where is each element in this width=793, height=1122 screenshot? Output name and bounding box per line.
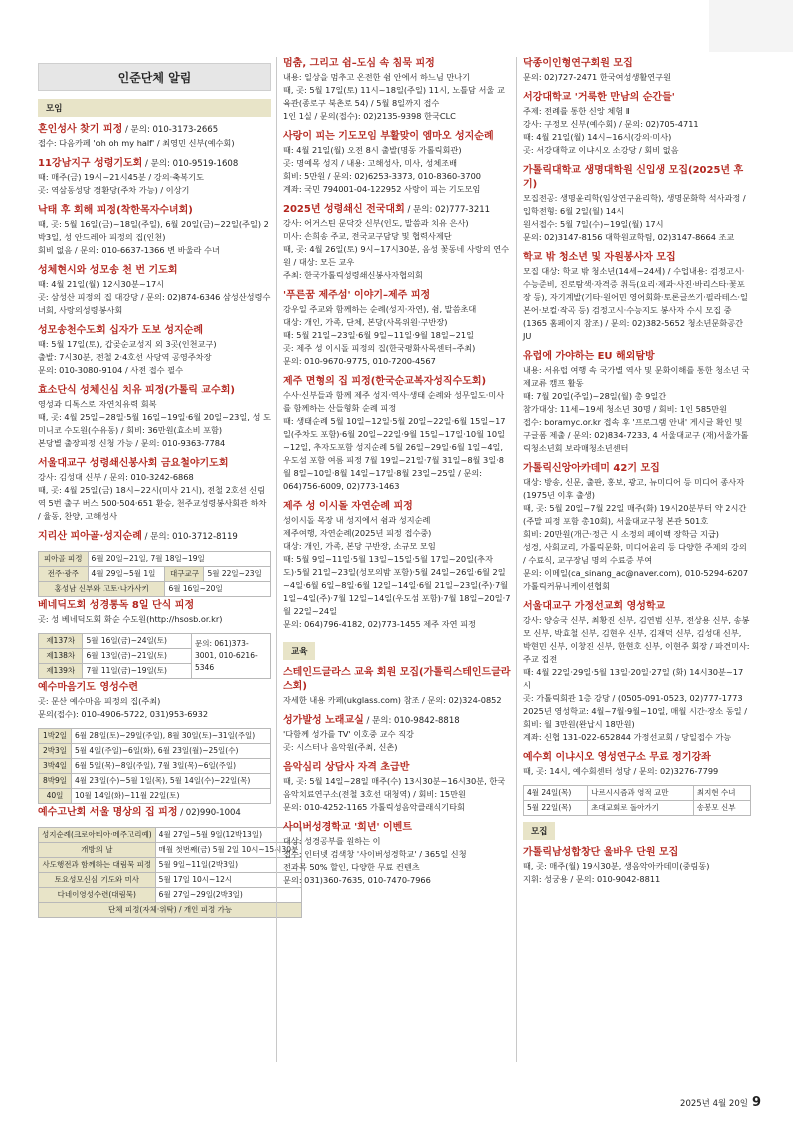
notice-line: 강우일 주교와 함께하는 순례(성지·자연), 쉼, 말씀초대 bbox=[283, 304, 477, 314]
notice-line: 때, 곳: 5월 17일(토) 11시~18일(주일) 11시, 노틀담 서울 교육관(종로구 북촌로 54) / 5월 8일까지 접수 bbox=[283, 85, 505, 108]
notice-line: 문의: 010-3080-9104 / 사전 접수 필수 bbox=[38, 365, 184, 375]
section-label-recruit: 모집 bbox=[523, 822, 555, 840]
notice-line: 때: 4월 21일(월) 14시~16시(강의·미사) bbox=[523, 132, 672, 142]
notice-title bbox=[523, 600, 751, 614]
table-cell: 나르시시즘과 영적 교만 bbox=[588, 786, 694, 801]
notice-line: 성이시돌 목장 내 성지에서 쉼과 성지순례 bbox=[283, 515, 431, 525]
notice-line: 때: 4월 22일·29일·5월 13일·20일·27일 (화) 14시30분~17시 bbox=[523, 667, 744, 690]
notice-title bbox=[283, 761, 511, 775]
table-cell: 피아골 피정 bbox=[39, 552, 89, 567]
notice-entry bbox=[38, 681, 271, 721]
notice-line: 문의: 이메일(ca_sinang_ac@naver.com), 010-5294-6207 가톨릭커뮤니케이션협회 bbox=[523, 568, 749, 591]
table-cell: 4월 29일~5월 1일 bbox=[88, 567, 165, 582]
table-cell: 6월 20일~21일, 7월 18일~19일 bbox=[88, 552, 271, 567]
table-cell: 초대교회로 돌아가기 bbox=[588, 801, 694, 816]
notice-line: 강사: 어거스틴 문닥갓 신부(인도, 말씀과 치유 은사) bbox=[283, 218, 469, 228]
notice-entry bbox=[523, 846, 751, 886]
notice-entry bbox=[38, 457, 271, 523]
notice-entry bbox=[283, 821, 511, 887]
table-cell: 제138차 bbox=[39, 649, 83, 664]
table-gonan bbox=[38, 827, 302, 918]
notice-line: 문의: 010-4252-1165 가톨릭성음악클래식기타회 bbox=[283, 802, 465, 812]
table-cell: 다네이영성수련(대림묵) bbox=[39, 888, 156, 903]
notice-line: 회비: 20만원(개근·정근 시 소정의 페이백 장학금 지급) bbox=[523, 529, 719, 539]
notice-title bbox=[38, 157, 271, 171]
notice-title-text: 혼인성사 찾기 피정 bbox=[38, 124, 123, 135]
notice-line: 주제: 전례를 통한 신앙 체험 Ⅱ bbox=[523, 106, 630, 116]
table-cell: 5월 4일(주일)~6일(화), 6월 23일(월)~25일(수) bbox=[72, 744, 271, 759]
notice-title bbox=[523, 846, 751, 860]
notice-title-tail: / 문의: 010-9519-1608 bbox=[142, 159, 239, 169]
notice-title-text: 사이버성경학교 '희년' 이벤트 bbox=[283, 822, 413, 833]
notice-title-text: 2025년 성령쇄신 전국대회 bbox=[283, 204, 405, 215]
notice-line: 때, 곳: 14시, 예수회센터 성당 / 문의: 02)3276-7799 bbox=[523, 766, 719, 776]
table-cell: 6월 13일(금)~21일(토) bbox=[83, 649, 192, 664]
notice-line: 때, 곳: 4월 25일~28일·5월 16일~19일·6월 20일~23일, 성 도미니코 수도원(수유동) / 회비: 36만원(효소비 포함) bbox=[38, 412, 271, 435]
notice-entry bbox=[38, 157, 271, 197]
notice-title bbox=[523, 350, 751, 364]
notice-line: 영성과 디톡스로 자연치유력 회복 bbox=[38, 399, 157, 409]
notice-title-text: 가톨릭남성합창단 울바우 단원 모집 bbox=[523, 847, 679, 858]
table-cell: 송봉모 신부 bbox=[693, 801, 750, 816]
notice-entry bbox=[283, 375, 511, 493]
notice-title-text: 예수고난회 서울 명상의 집 피정 bbox=[38, 807, 178, 818]
page bbox=[38, 57, 760, 1062]
notice-title-tail: / 02)990-1004 bbox=[177, 808, 241, 818]
notice-title-text: 낙태 후 회해 피정(착한목자수녀회) bbox=[38, 205, 193, 216]
notice-line: 대상: 개인, 가족, 본당 구반장, 소규모 모임 bbox=[283, 541, 436, 551]
notice-entry bbox=[38, 123, 271, 150]
notice-title-text: 음악심리 상담사 자격 초급반 bbox=[283, 762, 410, 773]
table-cell: 5월 17일 10시~12시 bbox=[155, 873, 302, 888]
notice-title bbox=[38, 599, 271, 613]
table-cell: 최지현 수녀 bbox=[693, 786, 750, 801]
notice-entry bbox=[38, 530, 271, 544]
notice-title bbox=[38, 324, 271, 338]
notice-line: 대상: 개인, 가족, 단체, 본당(사목위원·구반장) bbox=[283, 317, 448, 327]
notice-line: 때: 생태순례 5월 10일~12일·5월 20일~22일·6월 15일~17일(주차도 포함)·6월 20일~22일·9월 15일~17일·10월 10일~12일, 추자도포함 성지순례 5월 26일~29일·6월 1일~4일, 우도섬 포함 여름 피정 7월 19일~21일·7월 31일~8월 3일·8월 8일~10일·8월 14일~17일·8월 23일~25일 / 문의: 064)756-6009, 02)773-1463 bbox=[283, 416, 506, 491]
notice-entry bbox=[283, 289, 511, 368]
notice-line: 곳: 성 베네딕도회 화순 수도원(http://hsosb.or.kr) bbox=[38, 614, 223, 624]
notice-line: 출발: 7시30분, 전철 2·4호선 사당역 공영주차장 bbox=[38, 352, 212, 362]
table-cell: 40일 bbox=[39, 789, 72, 804]
notice-title-text: 학교 밖 청소년 및 자원봉사자 모집 bbox=[523, 252, 676, 263]
notice-title-text: 유럽에 가야하는 EU 해외탐방 bbox=[523, 351, 655, 362]
notice-line: 곳: 명예목 성지 / 내용: 고해성사, 미사, 성체조배 bbox=[283, 158, 458, 168]
notice-title-text: 제주 성 이시돌 자연순례 피정 bbox=[283, 501, 413, 512]
notice-title bbox=[283, 714, 511, 728]
notice-title bbox=[523, 57, 751, 71]
notice-entry bbox=[38, 599, 271, 626]
notice-title-text: '푸른꿈 제주섬' 이야기–제주 피정 bbox=[283, 290, 431, 301]
notice-line: 모집전공: 생명윤리학(임상연구윤리학), 생명문화학 석사과정 / 입학전형: 6월 2일(월) 14시 bbox=[523, 193, 746, 216]
notice-entry bbox=[523, 164, 751, 244]
notice-title bbox=[38, 264, 271, 278]
notice-line: 회비: 5만원 / 문의: 02)6253-3373, 010-8360-3700 bbox=[283, 171, 482, 181]
table-cell: 문의: 061)373-3001, 010-6216-5346 bbox=[192, 634, 271, 679]
notice-line: 성경, 사회교리, 가톨릭문화, 미디어윤리 등 다양한 주제의 강의 / 수료식, 교구장님 명의 수료증 부여 bbox=[523, 542, 747, 565]
notice-line: 계좌: 국민 794001-04-122952 사랑이 피는 기도모임 bbox=[283, 184, 481, 194]
notice-title bbox=[523, 462, 751, 476]
notice-line: 곳: 가톨릭회관 1층 강당 / (0505-091-0523, 02)777-1773 bbox=[523, 693, 743, 703]
notice-line: 전과목 50% 할인, 다양한 무료 컨텐츠 bbox=[283, 862, 420, 872]
notice-entry bbox=[283, 666, 511, 707]
section-label-moim: 모임 bbox=[38, 99, 271, 117]
notice-line: 문의: 010-9670-9775, 010-7200-4567 bbox=[283, 356, 436, 366]
table-cell: 대구교구 bbox=[165, 567, 204, 582]
notice-title-text: 사랑이 피는 기도모임 부활맞이 엠마오 성지순례 bbox=[283, 131, 494, 142]
table-cell: 10월 14일(화)~11월 22일(토) bbox=[72, 789, 271, 804]
notice-title bbox=[523, 164, 751, 192]
notice-line: 때, 곳: 매주(월) 19시30분, 생음악아카데미(중림동) bbox=[523, 861, 710, 871]
notice-line: 때: 4월 21일(월) 오전 8시 출발(명동 가톨릭회관) bbox=[283, 145, 462, 155]
table-jiri bbox=[38, 551, 271, 597]
notice-entry bbox=[38, 384, 271, 450]
notice-entry bbox=[523, 91, 751, 157]
notice-entry bbox=[523, 251, 751, 343]
notice-line: 수사·신부들과 함께 제주 성지·역사·생태 순례와 성무일도·미사를 함께하는 산들형화 순례 피정 bbox=[283, 390, 505, 413]
notice-line: '다함께 성가를 TV' 이호중 교수 직강 bbox=[283, 729, 414, 739]
notice-entry bbox=[523, 57, 751, 84]
notice-title-tail: / 문의: 010-3712-8119 bbox=[141, 532, 238, 542]
table-cell: 8박9일 bbox=[39, 774, 72, 789]
notice-line: 계좌: 신협 131-022-652844 가정선교회 / 당일접수 가능 bbox=[523, 732, 732, 742]
notice-title-text: 닥종이인형연구회원 모집 bbox=[523, 58, 633, 69]
notice-line: 내용: 서유럽 여행 속 국가별 역사 및 문화이해를 통한 청소년 국제교류 캠프 활동 bbox=[523, 365, 750, 388]
notice-title bbox=[38, 123, 271, 137]
notice-title-text: 예수마음기도 영성수련 bbox=[38, 682, 139, 693]
notice-line: 참가대상: 11세~19세 청소년 30명 / 회비: 1인 585만원 bbox=[523, 404, 728, 414]
notice-title bbox=[283, 203, 511, 217]
notice-entry bbox=[283, 203, 511, 282]
notice-entry bbox=[38, 806, 271, 820]
notice-title-tail: / 문의: 010-3173-2665 bbox=[122, 125, 219, 135]
notice-line: 접수: 다음카페 'oh oh my half' / 최영민 신부(예수회) bbox=[38, 138, 235, 148]
table-cell: 개방의 날 bbox=[39, 843, 156, 858]
notice-title bbox=[523, 251, 751, 265]
notice-line: 강사: 구정모 신부(예수회) / 문의: 02)705-4711 bbox=[523, 119, 699, 129]
notice-line: 때: 7월 20일(주일)~28일(월) 총 9일간 bbox=[523, 391, 667, 401]
notice-entry bbox=[283, 500, 511, 631]
table-cell: 4월 24일(목) bbox=[524, 786, 588, 801]
notice-title-text: 성가발성 노래교실 bbox=[283, 715, 364, 726]
table-bene bbox=[38, 633, 271, 679]
table-cell: 홍성남 신부와 고토·나가사키 bbox=[39, 582, 165, 597]
notice-title bbox=[38, 681, 271, 695]
notice-line: 때, 곳: 4월 25일(금) 18시~22시(미사 21시), 전철 2호선 신림역 5번 출구 버스 500·504·651 환승, 천주교성령봉사회관 하차 / 율동, 찬양, 고해성사 bbox=[38, 485, 267, 521]
notice-line: 주최: 한국가톨릭성령쇄신봉사자협의회 bbox=[283, 270, 423, 280]
table-cell: 5월 22일~23일 bbox=[204, 567, 271, 582]
table-cell: 제139차 bbox=[39, 664, 83, 679]
notice-line: 문의: 02)3147-8156 대학원교학팀, 02)3147-8664 조교 bbox=[523, 232, 735, 242]
notice-entry bbox=[523, 751, 751, 778]
notice-line: 대상: 성경공부를 원하는 이 bbox=[283, 836, 381, 846]
table-cell: 5월 22일(목) bbox=[524, 801, 588, 816]
notice-entry bbox=[283, 714, 511, 754]
notice-line: 때, 곳: 5월 16일(금)~18일(주일), 6월 20일(금)~22일(주일) 2박3일, 성 안드레아 피정의 집(인천) bbox=[38, 219, 269, 242]
notice-title bbox=[283, 666, 511, 694]
notice-title bbox=[38, 204, 271, 218]
notice-title-text: 서울대교구 성령쇄신봉사회 금요철야기도회 bbox=[38, 458, 229, 469]
notice-title bbox=[38, 384, 271, 398]
notice-line: 곳: 역삼동성당 경환당(주차 가능) / 이상기 bbox=[38, 185, 190, 195]
notice-entry bbox=[523, 462, 751, 593]
notice-line: 대상: 방송, 신문, 출판, 홍보, 광고, 뉴미디어 등 미디어 종사자(1975년 이후 출생) bbox=[523, 477, 745, 500]
footer-date: 2025년 4월 20일 bbox=[680, 1099, 748, 1109]
notice-title bbox=[283, 500, 511, 514]
table-cell: 사도행전과 함께하는 대림묵 피정 bbox=[39, 858, 156, 873]
notice-line: 때, 곳: 4월 26일(토) 9시~17시30분, 음성 꽃동네 사랑의 연수원 / 대상: 모든 교우 bbox=[283, 244, 510, 267]
notice-entry bbox=[523, 350, 751, 455]
notice-line: 강사: 양승국 신부, 최황진 신부, 김연범 신부, 전상용 신부, 송봉모 신부, 박효철 신부, 김현우 신부, 김재덕 신부, 김성대 신부, 박현민 신부, 이창진 신부, 한현호 신부, 이현주 회장 / 파견미사: 주교 집전 bbox=[523, 615, 750, 664]
notice-title-text: 성모송천수도회 십자가 도보 성지순례 bbox=[38, 325, 204, 336]
table-cell: 6월 16일~20일 bbox=[165, 582, 271, 597]
table-cell: 제137차 bbox=[39, 634, 83, 649]
notice-title-text: 베네딕도회 성경통독 8일 단식 피정 bbox=[38, 600, 195, 611]
table-cell: 5월 9일~11일(2박3일) bbox=[155, 858, 302, 873]
notice-entry bbox=[38, 264, 271, 317]
table-cell: 3박4일 bbox=[39, 759, 72, 774]
table-cell: 6월 27일~29일(2박3일) bbox=[155, 888, 302, 903]
notice-entry bbox=[38, 324, 271, 377]
table-cell: 단체 피정(자체·위탁) / 개인 피정 가능 bbox=[39, 903, 302, 918]
notice-line: 강사: 김성대 신부 / 문의: 010-3242-6868 bbox=[38, 472, 194, 482]
notice-line: 곳: 문산 예수마음 피정의 집(주최) bbox=[38, 696, 161, 706]
notice-line: 때, 곳: 5월 20일~7월 22일 매주(화) 19시20분부터 약 2시간(주말 피정 포함 총10회), 서울대교구청 본관 501호 bbox=[523, 503, 747, 526]
table-cell: 성지순례(크로아티아·메주고리예) bbox=[39, 828, 156, 843]
notice-title bbox=[283, 375, 511, 389]
notice-title-text: 가톨릭신앙아카데미 42기 모집 bbox=[523, 463, 660, 474]
corner-blank bbox=[709, 0, 793, 52]
notice-title bbox=[38, 457, 271, 471]
column-3 bbox=[516, 57, 756, 1062]
notice-title-text: 제주 면형의 집 피정(한국순교복자성직수도회) bbox=[283, 376, 487, 387]
notice-line: 모집 대상: 학교 밖 청소년(14세~24세) / 수업내용: 검정고시·수능준비, 진로탐색·자격증 취득(요리·제과·사진·바리스타·꽃포장 등), 자기계발(기타·원어민 영어회화·토론글쓰기·필라테스·일본어·보컬·작곡 등) 검정고시·수능지도 봉사자 수시 모집 중(1365 홈페이지 참조) / 문의: 02)382-5652 청소년문화공간JU bbox=[523, 266, 748, 341]
notice-title bbox=[283, 821, 511, 835]
notice-line: 곳: 제주 성 이시돌 피정의 집(한국평화사목센터–주최) bbox=[283, 343, 476, 353]
notice-title-text: 서울대교구 가정선교회 영성학교 bbox=[523, 601, 666, 612]
notice-line: 문의(접수): 010-4906-5722, 031)953-6932 bbox=[38, 709, 209, 719]
table-cell: 2박3일 bbox=[39, 744, 72, 759]
notice-line: 때: 5월 17일(토), 갑곶순교성지 외 3곳(인천교구) bbox=[38, 339, 217, 349]
table-cell: 매월 첫번째(금) 5월 2일 10시~15시30분 bbox=[155, 843, 302, 858]
notice-line: 곳: 시스터나 음악원(주최, 신촌) bbox=[283, 742, 398, 752]
notice-line: 때: 매주(금) 19시~21시45분 / 강의·축복기도 bbox=[38, 172, 204, 182]
notice-line: 1인 1실 / 문의(접수): 02)2135-9398 한국CLC bbox=[283, 111, 456, 121]
notice-line: 접수: 인터넷 검색창 '사이버성경학교' / 365일 신청 bbox=[283, 849, 467, 859]
notice-line: 자세한 내용 카페(ukglass.com) 참조 / 문의: 02)324-0852 bbox=[283, 695, 502, 705]
notice-title bbox=[38, 530, 271, 544]
notice-line: 미사: 손희송 주교, 전국교구담당 및 협력사제단 bbox=[283, 231, 452, 241]
notice-line: 지휘: 성궁용 / 문의: 010-9042-8811 bbox=[523, 874, 661, 884]
notice-title-text: 가톨릭대학교 생명대학원 신입생 모집(2025년 후기) bbox=[523, 165, 744, 190]
notice-title-text: 서강대학교 '거룩한 만남의 순간들' bbox=[523, 92, 675, 103]
notice-title bbox=[283, 130, 511, 144]
notice-entry bbox=[38, 204, 271, 257]
table-cell: 7월 11일(금)~19일(토) bbox=[83, 664, 192, 679]
notice-line: 회비 없음 / 문의: 010-6637-1366 변 바울라 수녀 bbox=[38, 245, 220, 255]
section-label-edu: 교육 bbox=[283, 642, 315, 660]
notice-line: 내용: 일상을 멈추고 온전한 쉼 안에서 하느님 만나기 bbox=[283, 72, 471, 82]
table-cell: 전주·광주 bbox=[39, 567, 89, 582]
notice-title-text: 효소단식 성체신심 치유 피정(가톨릭 교수회) bbox=[38, 385, 235, 396]
footer bbox=[680, 1095, 761, 1110]
header-box: 인준단체 알림 bbox=[38, 63, 271, 91]
notice-line: 때: 5월 9일~11일·5월 13일~15일·5월 17일~20일(추자도)·5월 21일~23일(성모의밤 포함)·5월 24일~26일·6월 2일~4일·6월 6일~8일·6월 12일~14일·6월 21일~23일(주)·7월 1일~4일(주)·7월 12일~14일(우도섬 포함)·7월 18일~20일·7월 22일~24일 bbox=[283, 554, 511, 616]
table-cell: 4월 27일~5월 9일(12박13일) bbox=[155, 828, 302, 843]
notice-title bbox=[38, 806, 271, 820]
table-cell: 6월 5일(목)~8일(주일), 7월 3일(목)~6일(주일) bbox=[72, 759, 271, 774]
notice-title bbox=[523, 751, 751, 765]
table-cell: 토요성모신심 기도와 미사 bbox=[39, 873, 156, 888]
notice-line: 문의: 064)796-4182, 02)773-1455 제주 자연 피정 bbox=[283, 619, 476, 629]
notice-title-tail: / 문의: 010-9842-8818 bbox=[363, 716, 460, 726]
column-2 bbox=[276, 57, 516, 1062]
table-cell: 5월 16일(금)~24일(토) bbox=[83, 634, 192, 649]
notice-line: 제주여행, 자연순례(2025년 피정 접수중) bbox=[283, 528, 432, 538]
table-cell: 6월 28일(토)~29일(주일), 8월 30일(토)~31일(주일) bbox=[72, 729, 271, 744]
notice-title-text: 지리산 피아골·성지순례 bbox=[38, 531, 142, 542]
notice-title-tail: / 문의: 02)777-3211 bbox=[404, 205, 491, 215]
notice-title-text: 스테인드글라스 교육 회원 모집(가톨릭스테인드글라스회) bbox=[283, 667, 511, 692]
notice-line: 문의: 02)727-2471 한국여성생활연구원 bbox=[523, 72, 671, 82]
notice-entry bbox=[283, 761, 511, 814]
notice-title bbox=[283, 57, 511, 71]
notice-title bbox=[283, 289, 511, 303]
notice-line: 때: 4월 21일(월) 12시30분~17시 bbox=[38, 279, 165, 289]
notice-line: 2025년 영성학교: 4월~7월·9월~10일, 매월 시간·장소 동일 / 회비: 월 3만원(완납시 18만원) bbox=[523, 706, 747, 729]
notice-title-text: 멈춤, 그리고 쉼–도심 속 침묵 피정 bbox=[283, 58, 435, 69]
table-yesu bbox=[38, 728, 271, 804]
notice-line: 곳: 서강대학교 이냐시오 소강당 / 회비 없음 bbox=[523, 145, 679, 155]
table-cell: 1박2일 bbox=[39, 729, 72, 744]
notice-line: 곳: 삼성산 피정의 집 대강당 / 문의: 02)874-6346 삼성산성령수녀회, 사랑의성령봉사회 bbox=[38, 292, 271, 315]
notice-title-text: 예수회 이냐시오 영성연구소 무료 정기강좌 bbox=[523, 752, 711, 763]
table-cell: 4월 23일(수)~5월 1일(목), 5월 14일(수)~22일(목) bbox=[72, 774, 271, 789]
notice-line: 원서접수: 5월 7일(수)~19일(월) 17시 bbox=[523, 219, 664, 229]
notice-line: 본당별 출장피정 신청 가능 / 문의: 010-9363-7784 bbox=[38, 438, 226, 448]
table-iyna bbox=[523, 785, 751, 816]
notice-line: 때: 5월 21일~23일·6월 9일~11일·9월 18일~21일 bbox=[283, 330, 474, 340]
notice-line: 문의: 031)360-7635, 010-7470-7966 bbox=[283, 875, 431, 885]
notice-title-text: 11강남지구 성령기도회 bbox=[38, 158, 143, 169]
notice-line: 때, 곳: 5월 14일~28일 매주(수) 13시30분~16시30분, 한국음악치료연구소(전철 3호선 대청역) / 회비: 15만원 bbox=[283, 776, 506, 799]
column-1 bbox=[38, 57, 299, 1062]
notice-title bbox=[523, 91, 751, 105]
page-number: 9 bbox=[751, 1095, 761, 1110]
notice-entry bbox=[283, 130, 511, 196]
notice-entry bbox=[283, 57, 511, 123]
notice-line: 접수: boramyc.or.kr 접속 후 '프로그램 안내' 게시글 확인 및 구글폼 제출 / 문의: 02)834-7233, 4 서울대교구 (재)서울가톨릭청소년회 보라매청소년센터 bbox=[523, 417, 749, 453]
notice-title-text: 성체현시와 성모송 천 번 기도회 bbox=[38, 265, 178, 276]
notice-entry bbox=[523, 600, 751, 744]
